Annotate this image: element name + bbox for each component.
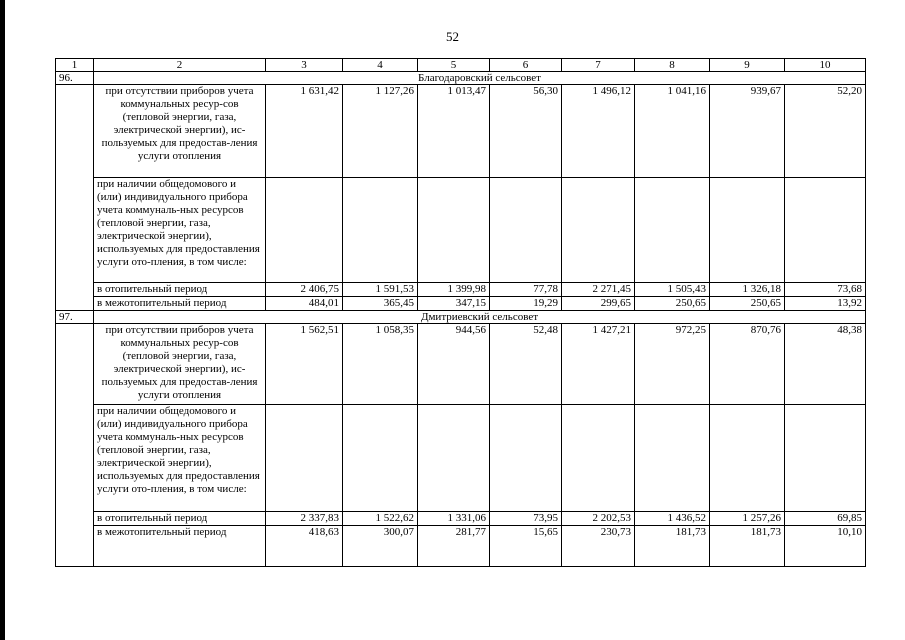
value-cell: 1 631,42 — [266, 85, 343, 178]
value-cell: 69,85 — [785, 512, 866, 526]
value-cell: 1 127,26 — [343, 85, 418, 178]
value-cell: 1 013,47 — [418, 85, 490, 178]
value-cell: 870,76 — [710, 324, 785, 405]
row-label: при отсутствии приборов учета коммунальных ресур-сов (тепловой энергии, газа, электрической энергии), ис-пользуемых для предостав-ления услуги отопления — [94, 85, 266, 178]
scan-margin-bar — [0, 0, 5, 640]
column-number: 7 — [562, 59, 635, 72]
column-number-row — [56, 59, 866, 72]
value-cell: 181,73 — [710, 526, 785, 567]
value-cell: 2 271,45 — [562, 283, 635, 297]
value-cell: 77,78 — [490, 283, 562, 297]
value-cell: 48,38 — [785, 324, 866, 405]
column-number: 6 — [490, 59, 562, 72]
column-number: 2 — [94, 59, 266, 72]
value-cell: 1 041,16 — [635, 85, 710, 178]
table-row — [56, 283, 866, 297]
value-cell — [562, 178, 635, 283]
section-number: 96. — [56, 72, 94, 85]
value-cell: 250,65 — [710, 297, 785, 311]
value-cell: 972,25 — [635, 324, 710, 405]
value-cell: 365,45 — [343, 297, 418, 311]
column-number: 10 — [785, 59, 866, 72]
table-row — [56, 324, 866, 405]
value-cell — [266, 405, 343, 512]
table-row — [56, 85, 866, 178]
value-cell: 250,65 — [635, 297, 710, 311]
value-cell — [785, 178, 866, 283]
value-cell — [635, 178, 710, 283]
value-cell: 52,48 — [490, 324, 562, 405]
row-label: в отопительный период — [94, 283, 266, 297]
row-label: в межотопительный период — [94, 297, 266, 311]
value-cell: 10,10 — [785, 526, 866, 567]
value-cell: 1 496,12 — [562, 85, 635, 178]
section-number: 97. — [56, 311, 94, 324]
value-cell: 1 331,06 — [418, 512, 490, 526]
value-cell — [343, 405, 418, 512]
value-cell — [490, 405, 562, 512]
value-cell: 1 591,53 — [343, 283, 418, 297]
row-label: при наличии общедомового и (или) индивидуального прибора учета коммуналь-ных ресурсов (тепловой энергии, газа, электрической энергии), используемых для предоставления услуги ото-пления, в том числе: — [94, 405, 266, 512]
tariff-table — [55, 58, 866, 567]
value-cell — [418, 178, 490, 283]
value-cell — [418, 405, 490, 512]
value-cell: 56,30 — [490, 85, 562, 178]
page-number: 52 — [446, 29, 459, 44]
table-row — [56, 405, 866, 512]
value-cell: 299,65 — [562, 297, 635, 311]
column-number: 5 — [418, 59, 490, 72]
table-row — [56, 512, 866, 526]
row-label: при наличии общедомового и (или) индивидуального прибора учета коммуналь-ных ресурсов (тепловой энергии, газа, электрической энергии), используемых для предоставления услуги ото-пления, в том числе: — [94, 178, 266, 283]
value-cell: 1 436,52 — [635, 512, 710, 526]
column-number: 1 — [56, 59, 94, 72]
value-cell — [343, 178, 418, 283]
row-number-cell — [56, 324, 94, 567]
row-label: при отсутствии приборов учета коммунальных ресур-сов (тепловой энергии, газа, электрической энергии), ис-пользуемых для предостав-ления услуги отопления — [94, 324, 266, 405]
value-cell — [562, 405, 635, 512]
value-cell: 2 337,83 — [266, 512, 343, 526]
value-cell: 281,77 — [418, 526, 490, 567]
value-cell: 347,15 — [418, 297, 490, 311]
row-number-cell — [56, 85, 94, 311]
value-cell: 13,92 — [785, 297, 866, 311]
value-cell: 1 399,98 — [418, 283, 490, 297]
value-cell: 1 522,62 — [343, 512, 418, 526]
value-cell: 52,20 — [785, 85, 866, 178]
table-row — [56, 297, 866, 311]
value-cell: 300,07 — [343, 526, 418, 567]
column-number: 4 — [343, 59, 418, 72]
column-number: 9 — [710, 59, 785, 72]
value-cell — [710, 178, 785, 283]
section-header-row — [56, 311, 866, 324]
value-cell: 484,01 — [266, 297, 343, 311]
value-cell: 944,56 — [418, 324, 490, 405]
value-cell: 19,29 — [490, 297, 562, 311]
value-cell: 1 257,26 — [710, 512, 785, 526]
value-cell: 1 326,18 — [710, 283, 785, 297]
column-number: 8 — [635, 59, 710, 72]
value-cell: 1 427,21 — [562, 324, 635, 405]
value-cell — [490, 178, 562, 283]
value-cell: 2 406,75 — [266, 283, 343, 297]
value-cell — [635, 405, 710, 512]
value-cell: 1 562,51 — [266, 324, 343, 405]
row-label: в межотопительный период — [94, 526, 266, 567]
value-cell — [266, 178, 343, 283]
value-cell: 1 058,35 — [343, 324, 418, 405]
value-cell: 2 202,53 — [562, 512, 635, 526]
section-header-row — [56, 72, 866, 85]
row-label: в отопительный период — [94, 512, 266, 526]
value-cell: 230,73 — [562, 526, 635, 567]
value-cell: 418,63 — [266, 526, 343, 567]
value-cell: 15,65 — [490, 526, 562, 567]
value-cell — [785, 405, 866, 512]
value-cell — [710, 405, 785, 512]
table-row — [56, 526, 866, 567]
value-cell: 939,67 — [710, 85, 785, 178]
value-cell: 181,73 — [635, 526, 710, 567]
value-cell: 1 505,43 — [635, 283, 710, 297]
column-number: 3 — [266, 59, 343, 72]
value-cell: 73,95 — [490, 512, 562, 526]
section-title: Благодаровский сельсовет — [94, 72, 866, 85]
value-cell: 73,68 — [785, 283, 866, 297]
table-row — [56, 178, 866, 283]
section-title: Дмитриевский сельсовет — [94, 311, 866, 324]
